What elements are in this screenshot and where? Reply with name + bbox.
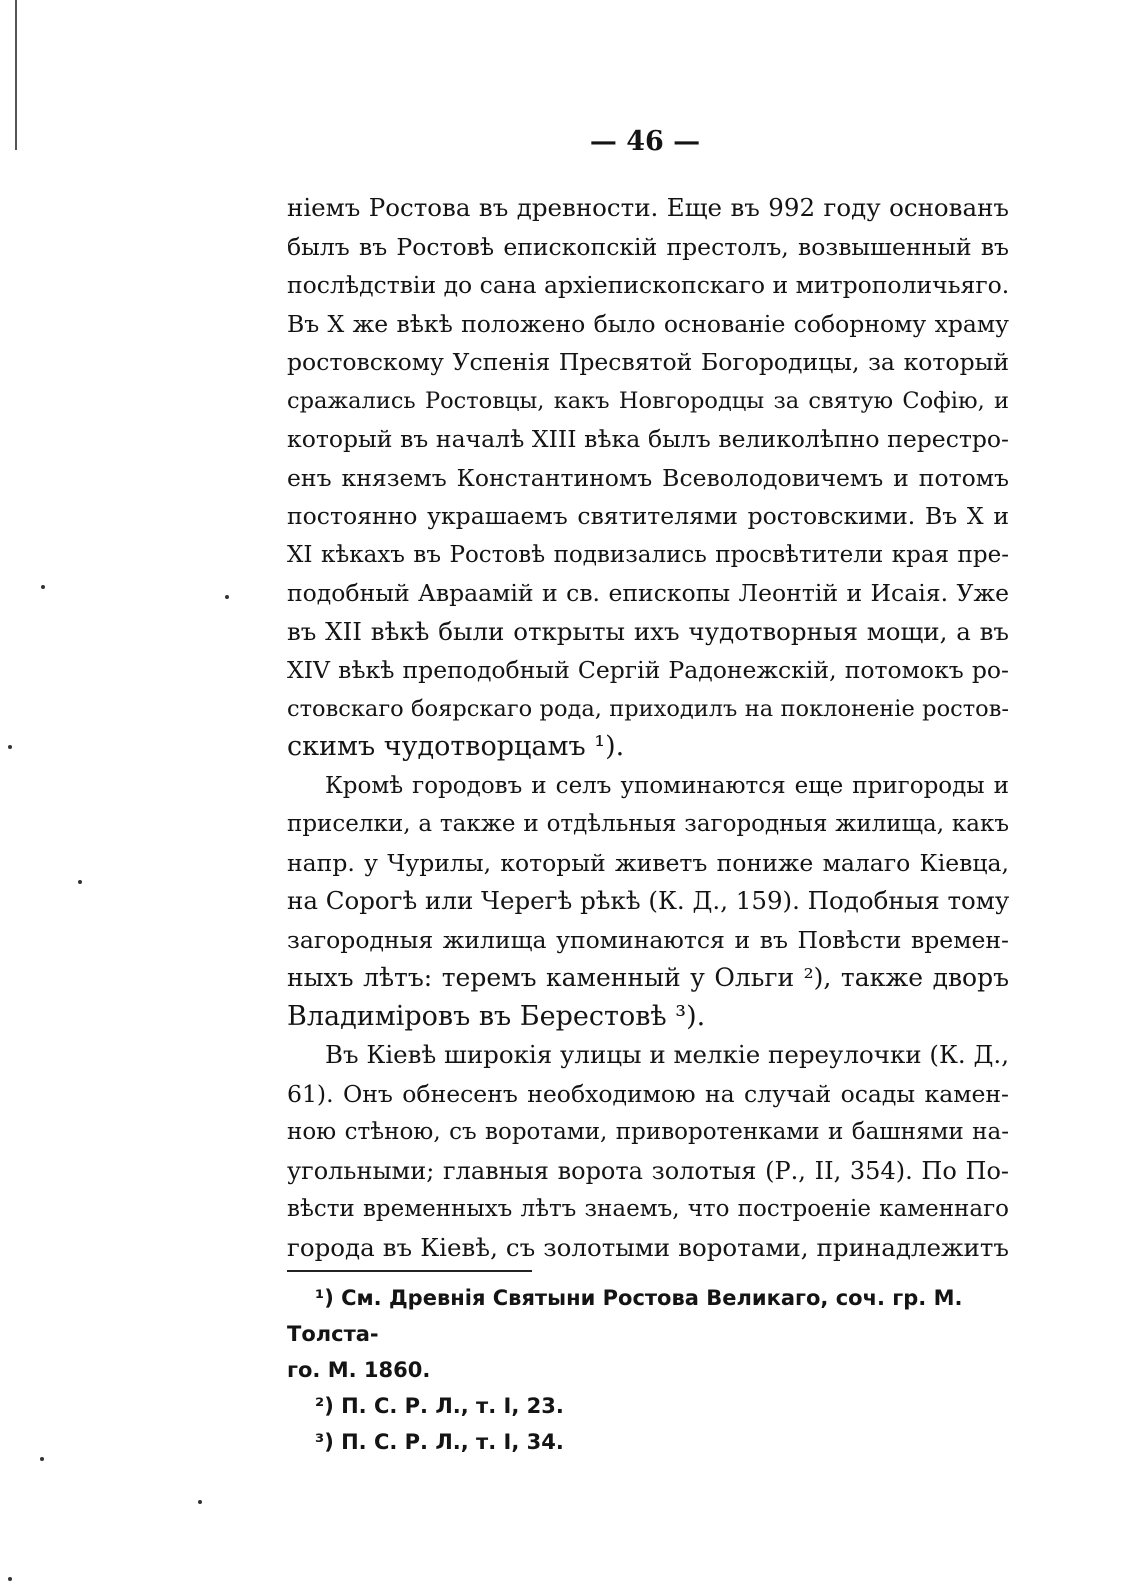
- scan-speck: [41, 585, 45, 589]
- footnote-divider: [287, 1270, 532, 1272]
- paragraph-1: [287, 189, 1009, 767]
- scan-speck: [8, 745, 12, 749]
- footnotes: [287, 1280, 1009, 1460]
- text-line: послѣдствіи до сана архіепископскаго и митрополичьяго.: [287, 271, 1010, 299]
- text-line: сражались Ростовцы, какъ Новгородцы за святую Софію, и: [287, 387, 1009, 414]
- text-line: постоянно украшаемъ святителями ростовскими. Въ X и: [287, 502, 1009, 530]
- text-line: стовскаго боярскаго рода, приходилъ на поклоненіе ростов-: [287, 695, 1009, 722]
- paragraph-3: [287, 1036, 1009, 1267]
- text-line: енъ княземъ Константиномъ Всеволодовичемъ и потомъ: [287, 463, 1009, 492]
- page-number: — 46 —: [589, 126, 701, 157]
- scan-speck: [78, 880, 82, 884]
- text-line: напр. у Чурилы, который живетъ пониже малаго Кіевца,: [287, 848, 1009, 877]
- footnote-2: [287, 1388, 1009, 1424]
- footnote-1-continuation: го. М. 1860.: [287, 1358, 431, 1382]
- text-line: былъ въ Ростовѣ епископскій престолъ, возвышенный въ: [287, 232, 1009, 261]
- footnote-1-line-1: ¹) См. Древнія Святыни Ростова Великаго, соч. гр. М. Толста-: [287, 1286, 963, 1346]
- footnote-3-text: ³) П. С. Р. Л., т. I, 34.: [315, 1430, 564, 1454]
- text-line: скимъ чудотворцамъ ¹).: [287, 731, 625, 762]
- text-line: вѣсти временныхъ лѣтъ знаемъ, что построеніе каменнаго: [287, 1196, 1009, 1222]
- text-line: Владиміровъ въ Берестовѣ ³).: [287, 1000, 706, 1032]
- text-line: ныхъ лѣтъ: теремъ каменный у Ольги ²), также дворъ: [287, 963, 1009, 992]
- footnote-1: [287, 1280, 1009, 1352]
- scan-speck: [8, 1577, 12, 1581]
- text-line: приселки, а также и отдѣльныя загородныя жилища, какъ: [287, 811, 1009, 837]
- paragraph-2: [287, 767, 1009, 1037]
- text-line: XIV вѣкѣ преподобный Сергій Радонежскій, потомокъ ро-: [287, 656, 1009, 684]
- text-line: угольными; главныя ворота золотыя (Р., II, 354). По По-: [287, 1156, 1009, 1185]
- text-line: загородныя жилища упоминаются и въ Повѣсти времен-: [287, 925, 1009, 954]
- scan-speck: [40, 1457, 44, 1461]
- text-line: 61). Онъ обнесенъ необходимою на случай осады камен-: [287, 1079, 1009, 1108]
- text-line: Въ X же вѣкѣ положено было основаніе соборному храму: [287, 309, 1009, 338]
- text-line: XI кѣкахъ въ Ростовѣ подвизались просвѣтители края пре-: [287, 541, 1009, 568]
- text-line: въ XII вѣкѣ были открыты ихъ чудотворныя мощи, а въ: [287, 616, 1009, 646]
- text-line: ніемъ Ростова въ древности. Еще въ 992 году основанъ: [287, 193, 1009, 222]
- text-line: ростовскому Успенія Пресвятой Богородицы, за который: [287, 348, 1009, 376]
- text-line: Кромѣ городовъ и селъ упоминаются еще пригороды и: [325, 772, 1009, 799]
- main-text: [287, 189, 1009, 1267]
- footnote-2-text: ²) П. С. Р. Л., т. I, 23.: [315, 1394, 564, 1418]
- text-line: подобный Авраамій и св. епископы Леонтій и Исаія. Уже: [287, 579, 1009, 607]
- text-line: который въ началѣ XIII вѣка былъ великолѣпно перестро-: [287, 425, 1009, 453]
- text-line: на Сорогѣ или Черегѣ рѣкѣ (К. Д., 159). Подобныя тому: [287, 886, 1010, 915]
- text-line: ною стѣною, съ воротами, приворотенками и башнями на-: [287, 1119, 1009, 1145]
- scan-speck: [225, 595, 229, 599]
- text-line: города въ Кіевѣ, съ золотыми воротами, принадлежитъ: [287, 1232, 1009, 1262]
- footnote-3: [287, 1424, 1009, 1460]
- text-line: Въ Кіевѣ широкія улицы и мелкіе переулочки (К. Д.,: [325, 1040, 1009, 1069]
- scan-speck: [198, 1500, 202, 1504]
